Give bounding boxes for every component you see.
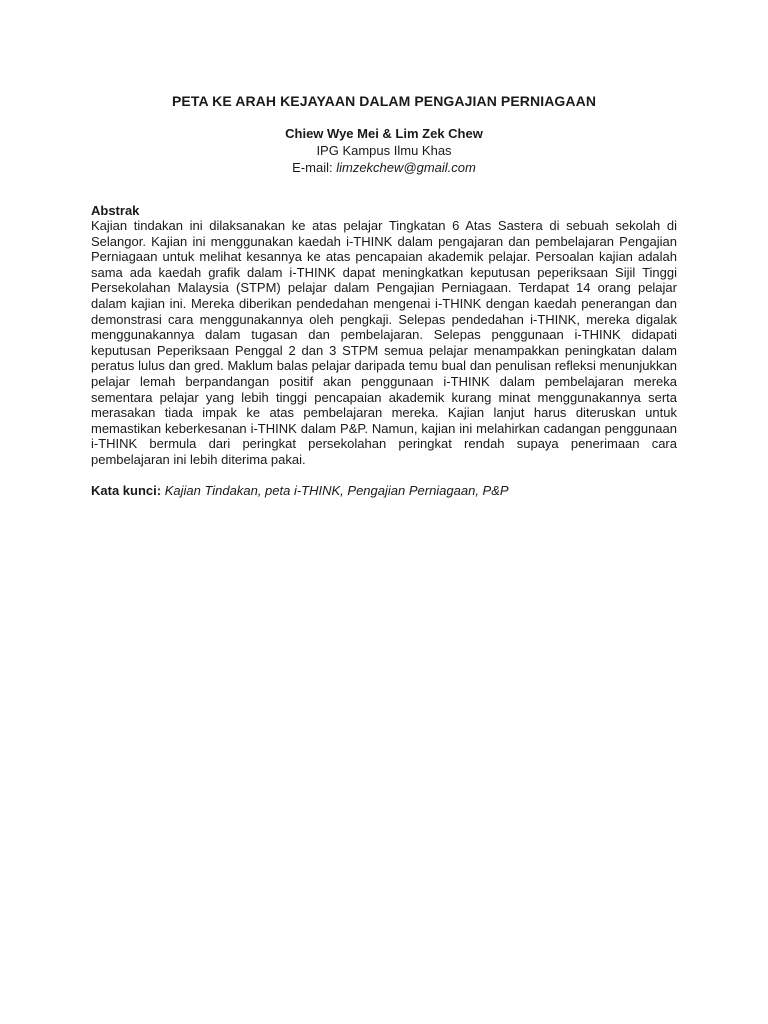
author-names: Chiew Wye Mei & Lim Zek Chew [285,126,483,141]
keywords-values: Kajian Tindakan, peta i-THINK, Pengajian Perniagaan, P&P [164,482,509,498]
keywords-label: Kata kunci: [91,482,162,498]
abstract-heading: Abstrak [91,203,140,218]
email-address: limzekchew@gmail.com [336,160,476,175]
author-affiliation: IPG Kampus Ilmu Khas [316,143,452,158]
email-label: E-mail: [292,160,333,175]
keywords [91,483,677,499]
author-email [91,159,677,176]
abstract-body: Kajian tindakan ini dilaksanakan ke atas pelajar Tingkatan 6 Atas Sastera di sebuah sekolah di Selangor. Kajian ini menggunakan kaedah i-THINK dalam pengajaran dan pembelajaran Pengajian Perniagaan untuk melihat kesannya ke atas pencapaian akademik pelajar. Persoalan kajian adalah sama ada kaedah grafik dalam i-THINK dapat meningkatkan keputusan peperiksaan Sijil Tinggi Persekolahan Malaysia (STPM) pelajar dalam Pengajian Perniagaan. Terdapat 14 orang pelajar dalam kajian ini. Mereka diberikan pendedahan mengenai i-THINK dengan kaedah penerangan dan demonstrasi cara menggunakannya oleh pengkaji. Selepas pendedahan i-THINK, mereka digalak menggunakannya dalam tugasan dan pembelajaran. Selepas penggunaan i-THINK didapati keputusan Peperiksaan Penggal 2 dan 3 STPM semua pelajar menampakkan peningkatan dalam peratus lulus dan gred. Maklum balas pelajar daripada temu bual dan penulisan refleksi menunjukkan pelajar lemah berpandangan positif akan penggunaan i-THINK dalam pembelajaran mereka sementara pelajar yang lebih tinggi pencapaian akademik kurang minat menggunakannya serta merasakan tiada impak ke atas pembelajaran mereka. Kajian lanjut harus diteruskan untuk memastikan keberkesanan i-THINK dalam P&P. Namun, kajian ini melahirkan cadangan penggunaan i-THINK bermula dari peringkat persekolahan peringkat rendah supaya penerimaan cara pembelajaran ini lebih diterima pakai. [91,218,677,467]
paper-title: PETA KE ARAH KEJAYAAN DALAM PENGAJIAN PERNIAGAAN [171,93,597,109]
